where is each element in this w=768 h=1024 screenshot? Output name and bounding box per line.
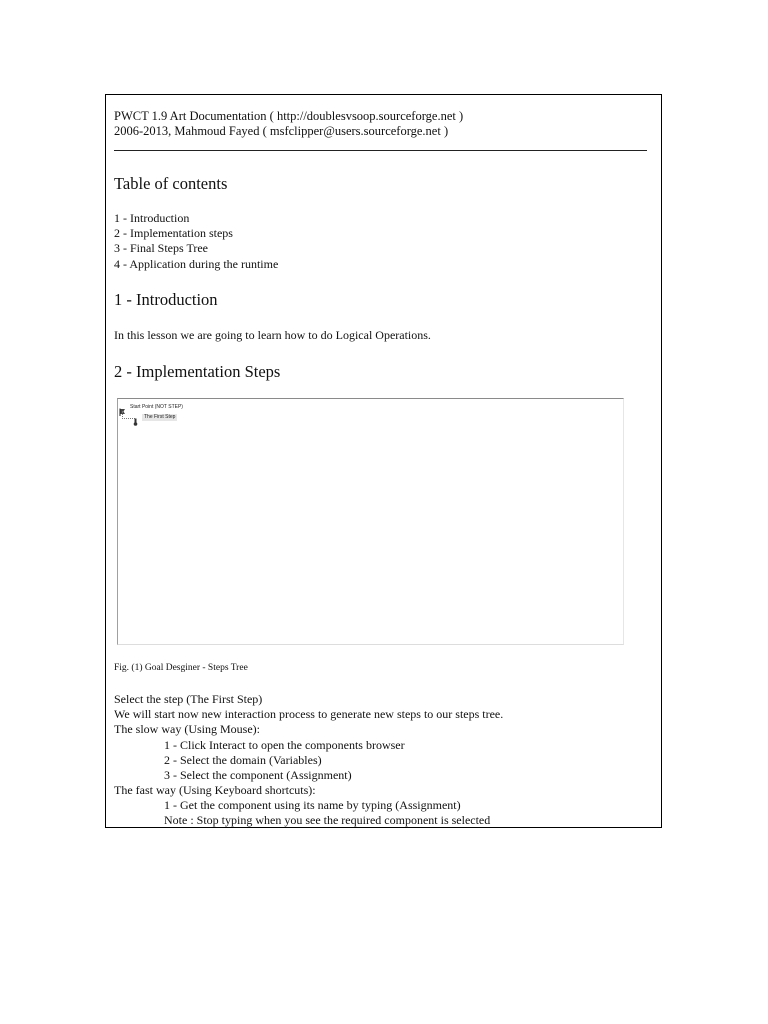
doc-header-title: PWCT 1.9 Art Documentation ( http://doublesvsoop.sourceforge.net ) [114,109,464,123]
toc-item-application-runtime: 4 - Application during the runtime [114,257,279,271]
toc-item-introduction: 1 - Introduction [114,211,190,225]
fast-step-1: 1 - Get the component using its name by typing (Assignment) [164,798,461,812]
slow-step-1: 1 - Click Interact to open the components browser [164,738,405,752]
slow-step-2: 2 - Select the domain (Variables) [164,753,322,767]
toc-item-implementation-steps: 2 - Implementation steps [114,226,233,240]
introduction-heading: 1 - Introduction [114,290,218,309]
tree-root-label: Start Point (NOT STEP) [130,403,183,410]
tree-child-label: The First Step [144,413,176,420]
step-icon [132,413,139,421]
figure-caption: Fig. (1) Goal Desginer - Steps Tree [114,663,248,673]
doc-header-author: 2006-2013, Mahmoud Fayed ( msfclipper@users.sourceforge.net ) [114,124,449,138]
fast-way-label: The fast way (Using Keyboard shortcuts): [114,783,316,797]
instruction-select-step: Select the step (The First Step) [114,692,263,706]
steps-tree-figure [117,398,624,645]
start-point-icon [119,403,126,411]
fast-step-note: Note : Stop typing when you see the required component is selected [164,813,491,827]
tree-node-first-step [132,412,177,422]
slow-step-3: 3 - Select the component (Assignment) [164,768,352,782]
introduction-text: In this lesson we are going to learn how to do Logical Operations. [114,328,431,342]
instruction-start-interaction: We will start now new interaction process to generate new steps to our steps tree. [114,707,504,721]
slow-way-label: The slow way (Using Mouse): [114,722,260,736]
toc-heading: Table of contents [114,174,228,193]
toc-item-final-steps-tree: 3 - Final Steps Tree [114,241,209,255]
document-page [105,94,662,828]
header-divider [114,150,647,151]
implementation-heading: 2 - Implementation Steps [114,362,281,381]
